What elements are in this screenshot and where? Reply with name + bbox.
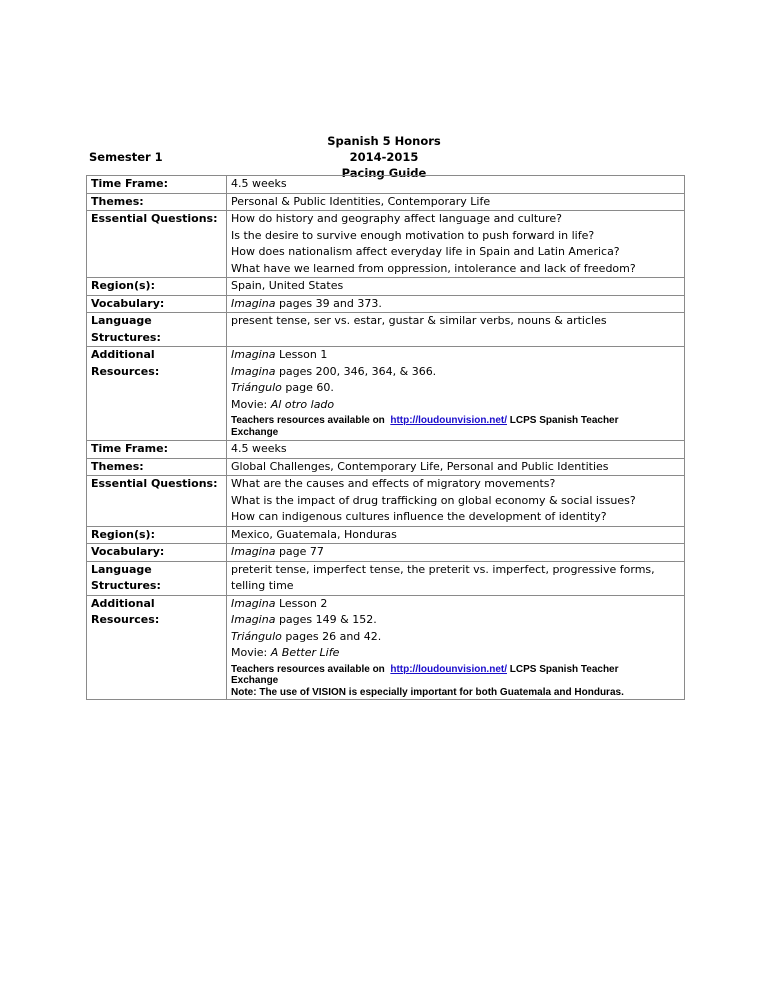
label-regions: Region(s):	[87, 278, 227, 296]
vocabulary-pages: page 77	[275, 545, 324, 558]
book-title: Triángulo	[231, 629, 282, 643]
row-vocabulary	[87, 544, 685, 562]
label-language-structures: Language Structures:	[87, 313, 227, 347]
row-themes	[87, 193, 685, 211]
value-additional-resources	[227, 595, 685, 700]
label-regions: Region(s):	[87, 526, 227, 544]
resource-detail: Lesson 1	[275, 348, 328, 361]
resource-detail: pages 149 & 152.	[275, 613, 377, 626]
movie-prefix: Movie:	[231, 646, 271, 659]
label-additional-resources: Additional Resources:	[87, 347, 227, 441]
resource-item	[231, 612, 680, 629]
label-time-frame: Time Frame:	[87, 441, 227, 459]
movie-prefix: Movie:	[231, 397, 271, 411]
book-title: Imagina	[231, 596, 276, 610]
label-vocabulary: Vocabulary:	[87, 544, 227, 562]
row-essential-questions	[87, 476, 685, 527]
value-regions: Mexico, Guatemala, Honduras	[227, 526, 685, 544]
row-additional-resources	[87, 347, 685, 441]
teacher-resources-note	[231, 415, 680, 427]
loudounvision-link[interactable]: http://loudounvision.net/	[390, 663, 507, 675]
value-time-frame: 4.5 weeks	[227, 176, 685, 194]
book-title: Triángulo	[231, 381, 282, 394]
value-regions: Spain, United States	[227, 278, 685, 296]
question: How can indigenous cultures influence the development of identity?	[231, 510, 607, 523]
resource-item	[231, 380, 680, 397]
row-language-structures	[87, 313, 685, 347]
vocabulary-pages: pages 39 and 373.	[275, 296, 382, 310]
movie-title: Al otro lado	[270, 397, 335, 411]
structure-line: telling time	[231, 579, 294, 592]
label-themes: Themes:	[87, 193, 227, 211]
resource-item	[231, 397, 680, 414]
resource-item	[231, 364, 680, 381]
vision-note: Note: The use of VISION is especially important for both Guatemala and Honduras.	[231, 686, 624, 698]
note-text: LCPS Spanish Teacher	[507, 415, 619, 426]
label-language-structures: Language Structures:	[87, 561, 227, 595]
note-text: LCPS Spanish Teacher	[507, 663, 619, 675]
value-language-structures	[227, 313, 685, 347]
resource-detail: Lesson 2	[275, 596, 328, 610]
book-title: Imagina	[231, 364, 276, 378]
teacher-resources-note-line2: Exchange	[231, 675, 279, 686]
value-language-structures	[227, 561, 685, 595]
row-additional-resources	[87, 595, 685, 700]
resource-item	[231, 645, 680, 662]
teacher-resources-note	[231, 664, 680, 676]
question: What have we learned from oppression, intolerance and lack of freedom?	[231, 261, 636, 275]
question: What is the impact of drug trafficking on global economy & social issues?	[231, 493, 636, 507]
label-essential-questions: Essential Questions:	[87, 211, 227, 278]
label-additional-resources: Additional Resources:	[87, 595, 227, 700]
resource-detail: pages 26 and 42.	[281, 629, 382, 643]
book-title: Imagina	[231, 296, 276, 310]
row-themes	[87, 458, 685, 476]
label-vocabulary: Vocabulary:	[87, 295, 227, 313]
value-vocabulary	[227, 544, 685, 562]
row-regions	[87, 526, 685, 544]
resource-item	[231, 347, 680, 364]
loudounvision-link[interactable]: http://loudounvision.net/	[390, 415, 507, 426]
row-regions	[87, 278, 685, 296]
school-year: 2014-2015	[349, 150, 419, 164]
movie-title: A Better Life	[270, 646, 340, 659]
value-themes: Personal & Public Identities, Contemporary Life	[227, 193, 685, 211]
teacher-resources-note-line2: Exchange	[231, 426, 279, 438]
resource-detail: page 60.	[281, 381, 334, 394]
label-time-frame: Time Frame:	[87, 176, 227, 194]
value-time-frame: 4.5 weeks	[227, 441, 685, 459]
row-language-structures	[87, 561, 685, 595]
label-essential-questions: Essential Questions:	[87, 476, 227, 527]
value-essential-questions	[227, 476, 685, 527]
row-time-frame	[87, 441, 685, 459]
guide-subtitle: Pacing Guide	[341, 166, 427, 180]
question: How does nationalism affect everyday life in Spain and Latin America?	[231, 245, 620, 258]
note-text: Teachers resources available on	[231, 415, 391, 426]
label-themes: Themes:	[87, 458, 227, 476]
value-additional-resources	[227, 347, 685, 441]
question: What are the causes and effects of migratory movements?	[231, 477, 556, 490]
unit-table-2	[86, 440, 685, 700]
row-time-frame	[87, 176, 685, 194]
book-title: Imagina	[231, 545, 276, 558]
book-title: Imagina	[231, 348, 276, 361]
note-text: Teachers resources available on	[231, 663, 391, 675]
book-title: Imagina	[231, 613, 276, 626]
value-essential-questions	[227, 211, 685, 278]
row-vocabulary	[87, 295, 685, 313]
unit-table-1	[86, 175, 685, 441]
resource-item	[231, 596, 680, 613]
semester-heading: Semester 1	[89, 150, 163, 164]
structure-line: preterit tense, imperfect tense, the preterit vs. imperfect, progressive forms,	[231, 562, 655, 576]
question: How do history and geography affect language and culture?	[231, 212, 563, 225]
structure-line: present tense, ser vs. estar, gustar & similar verbs, nouns & articles	[231, 314, 607, 327]
row-essential-questions	[87, 211, 685, 278]
course-title: Spanish 5 Honors	[327, 134, 441, 148]
value-themes: Global Challenges, Contemporary Life, Personal and Public Identities	[227, 458, 685, 476]
value-vocabulary	[227, 295, 685, 313]
resource-detail: pages 200, 346, 364, & 366.	[275, 364, 437, 378]
resource-item	[231, 629, 680, 646]
question: Is the desire to survive enough motivation to push forward in life?	[231, 228, 595, 242]
